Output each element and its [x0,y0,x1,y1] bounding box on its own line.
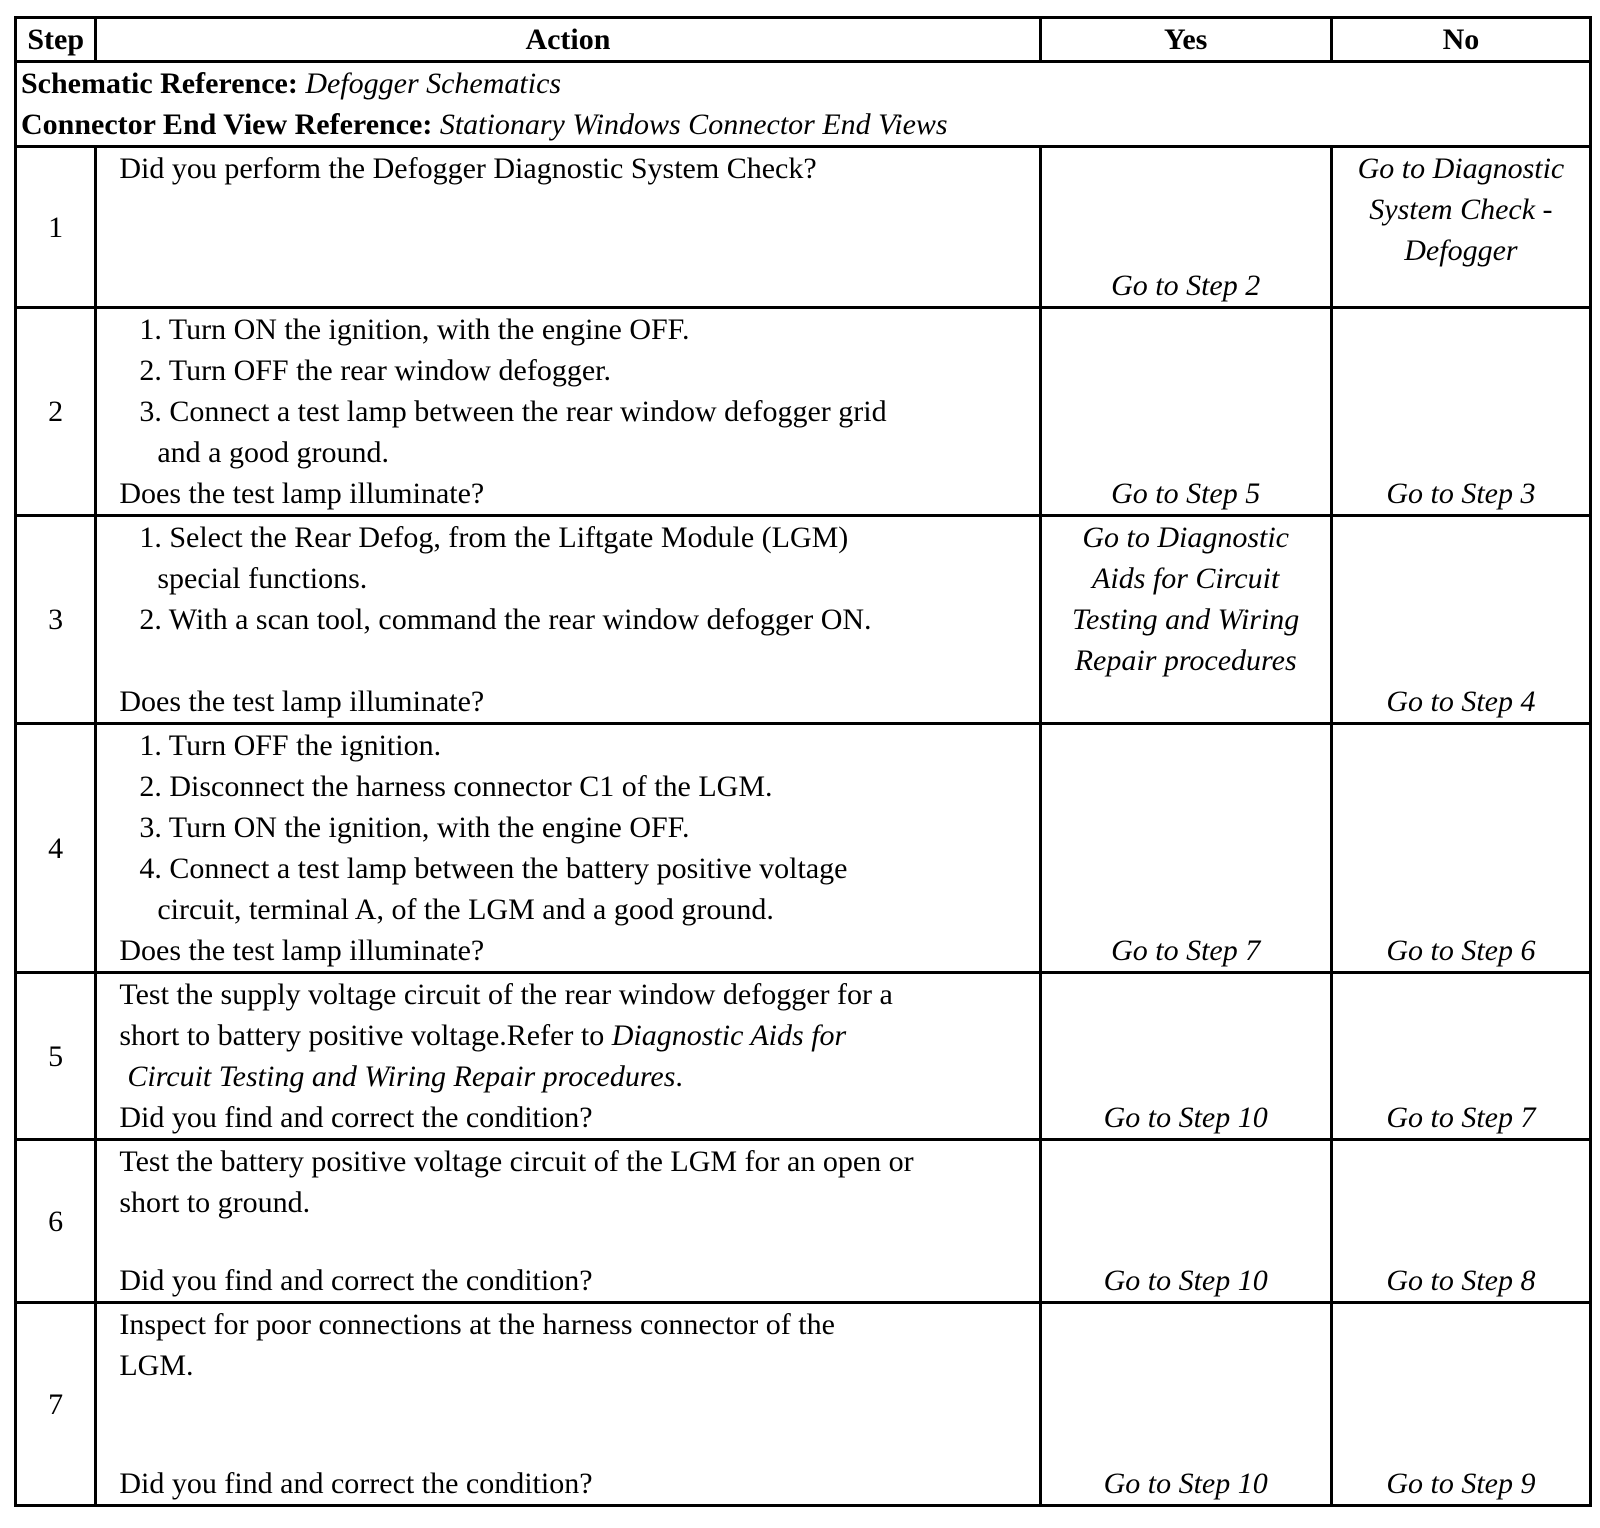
action-question: Does the test lamp illuminate? [119,685,485,718]
no-result[interactable]: Go to Step 4 [1386,685,1536,718]
no-result-line[interactable]: Defogger [1404,234,1518,267]
step-number: 7 [16,1303,96,1506]
action-text-plain: short to battery positive voltage.Refer to [119,1019,612,1052]
step-number: 6 [16,1140,96,1303]
reference-row [16,62,1591,147]
yes-result[interactable]: Go to Step 5 [1111,477,1261,510]
header-action: Action [96,18,1040,62]
action-cell [96,973,1040,1140]
action-item: 1. Turn ON the ignition, with the engine OFF. [139,313,690,346]
step-number: 4 [16,724,96,973]
action-item: 2. With a scan tool, command the rear window defogger ON. [139,603,872,636]
no-cell [1331,1140,1590,1303]
table-header-row [16,18,1591,62]
schematic-reference-link[interactable]: Defogger Schematics [305,67,562,100]
action-text-line [119,1015,1034,1056]
yes-cell [1040,516,1331,724]
no-result[interactable]: Go to Step 6 [1386,934,1536,967]
header-no: No [1331,18,1590,62]
step-number: 1 [16,147,96,308]
no-cell [1331,1303,1590,1506]
action-question: Did you find and correct the condition? [119,1467,593,1500]
action-text: Did you perform the Defogger Diagnostic System Check? [119,152,817,185]
action-item: 2. Disconnect the harness connector C1 of the LGM. [139,770,773,803]
action-cell [96,308,1040,516]
action-item: 1. Select the Rear Defog, from the Liftgate Module (LGM) [139,521,849,554]
yes-cell [1040,308,1331,516]
no-cell [1331,308,1590,516]
step-number: 3 [16,516,96,724]
connector-reference [21,104,1589,145]
schematic-reference-label: Schematic Reference: [21,67,298,100]
action-question: Did you find and correct the condition? [119,1101,593,1134]
reference-cell [16,62,1591,147]
no-cell [1331,973,1590,1140]
action-item-continued: and a good ground. [157,436,389,469]
action-item: 2. Turn OFF the rear window defogger. [139,354,611,387]
action-item-continued: special functions. [157,562,368,595]
step-number: 5 [16,973,96,1140]
yes-result-line[interactable]: Testing and Wiring [1072,603,1300,636]
header-yes: Yes [1040,18,1331,62]
yes-result-line[interactable]: Go to Diagnostic [1082,521,1289,554]
yes-cell [1040,724,1331,973]
diagnostic-table [14,16,1592,1507]
action-text: Test the supply voltage circuit of the rear window defogger for a [119,978,893,1011]
no-cell [1331,147,1590,308]
action-item: 3. Connect a test lamp between the rear window defogger grid [139,395,887,428]
step-number: 2 [16,308,96,516]
table-row [16,973,1591,1140]
no-cell [1331,724,1590,973]
table-row [16,308,1591,516]
action-cell [96,724,1040,973]
action-text: Test the battery positive voltage circuit of the LGM for an open or [119,1145,914,1178]
action-text: LGM. [119,1349,194,1382]
action-question: Does the test lamp illuminate? [119,477,485,510]
action-cell [96,147,1040,308]
action-cell [96,1140,1040,1303]
table-row [16,516,1591,724]
yes-result[interactable]: Go to Step 10 [1103,1101,1268,1134]
action-text: Inspect for poor connections at the harness connector of the [119,1308,835,1341]
connector-reference-label: Connector End View Reference: [21,108,433,141]
diagnostic-aids-link[interactable]: Diagnostic Aids for [611,1019,847,1052]
no-result[interactable]: Go to Step 7 [1386,1101,1536,1134]
yes-result[interactable]: Go to Step 7 [1111,934,1261,967]
yes-result-line[interactable]: Repair procedures [1074,644,1297,677]
table-row [16,1140,1591,1303]
schematic-reference [21,63,1589,104]
yes-cell [1040,1303,1331,1506]
action-text-period: . [675,1060,683,1093]
table-row [16,1303,1591,1506]
yes-cell [1040,973,1331,1140]
no-result-line[interactable]: System Check - [1369,193,1553,226]
yes-result[interactable]: Go to Step 10 [1103,1467,1268,1500]
action-cell [96,1303,1040,1506]
diagnostic-aids-link-continued[interactable]: Circuit Testing and Wiring Repair procedures [127,1060,676,1093]
yes-result-line[interactable]: Aids for Circuit [1092,562,1280,595]
no-result[interactable]: Go to Step 3 [1386,477,1536,510]
yes-result[interactable]: Go to Step 10 [1103,1264,1268,1297]
no-result[interactable]: Go to Step 8 [1386,1264,1536,1297]
action-cell [96,516,1040,724]
action-item: 4. Connect a test lamp between the battery positive voltage [139,852,848,885]
action-item: 3. Turn ON the ignition, with the engine OFF. [139,811,690,844]
no-cell [1331,516,1590,724]
table-row [16,147,1591,308]
yes-cell [1040,1140,1331,1303]
action-question: Does the test lamp illuminate? [119,934,485,967]
action-question: Did you find and correct the condition? [119,1264,593,1297]
no-result[interactable]: Go to Step 9 [1386,1467,1536,1500]
action-item-continued: circuit, terminal A, of the LGM and a good ground. [157,893,774,926]
action-text: short to ground. [119,1186,311,1219]
yes-result[interactable]: Go to Step 2 [1111,269,1261,302]
table-row [16,724,1591,973]
action-item: 1. Turn OFF the ignition. [139,729,442,762]
no-result-line[interactable]: Go to Diagnostic [1357,152,1565,185]
connector-reference-link[interactable]: Stationary Windows Connector End Views [439,108,948,141]
yes-cell [1040,147,1331,308]
header-step: Step [16,18,96,62]
action-text-line [119,1056,1034,1097]
